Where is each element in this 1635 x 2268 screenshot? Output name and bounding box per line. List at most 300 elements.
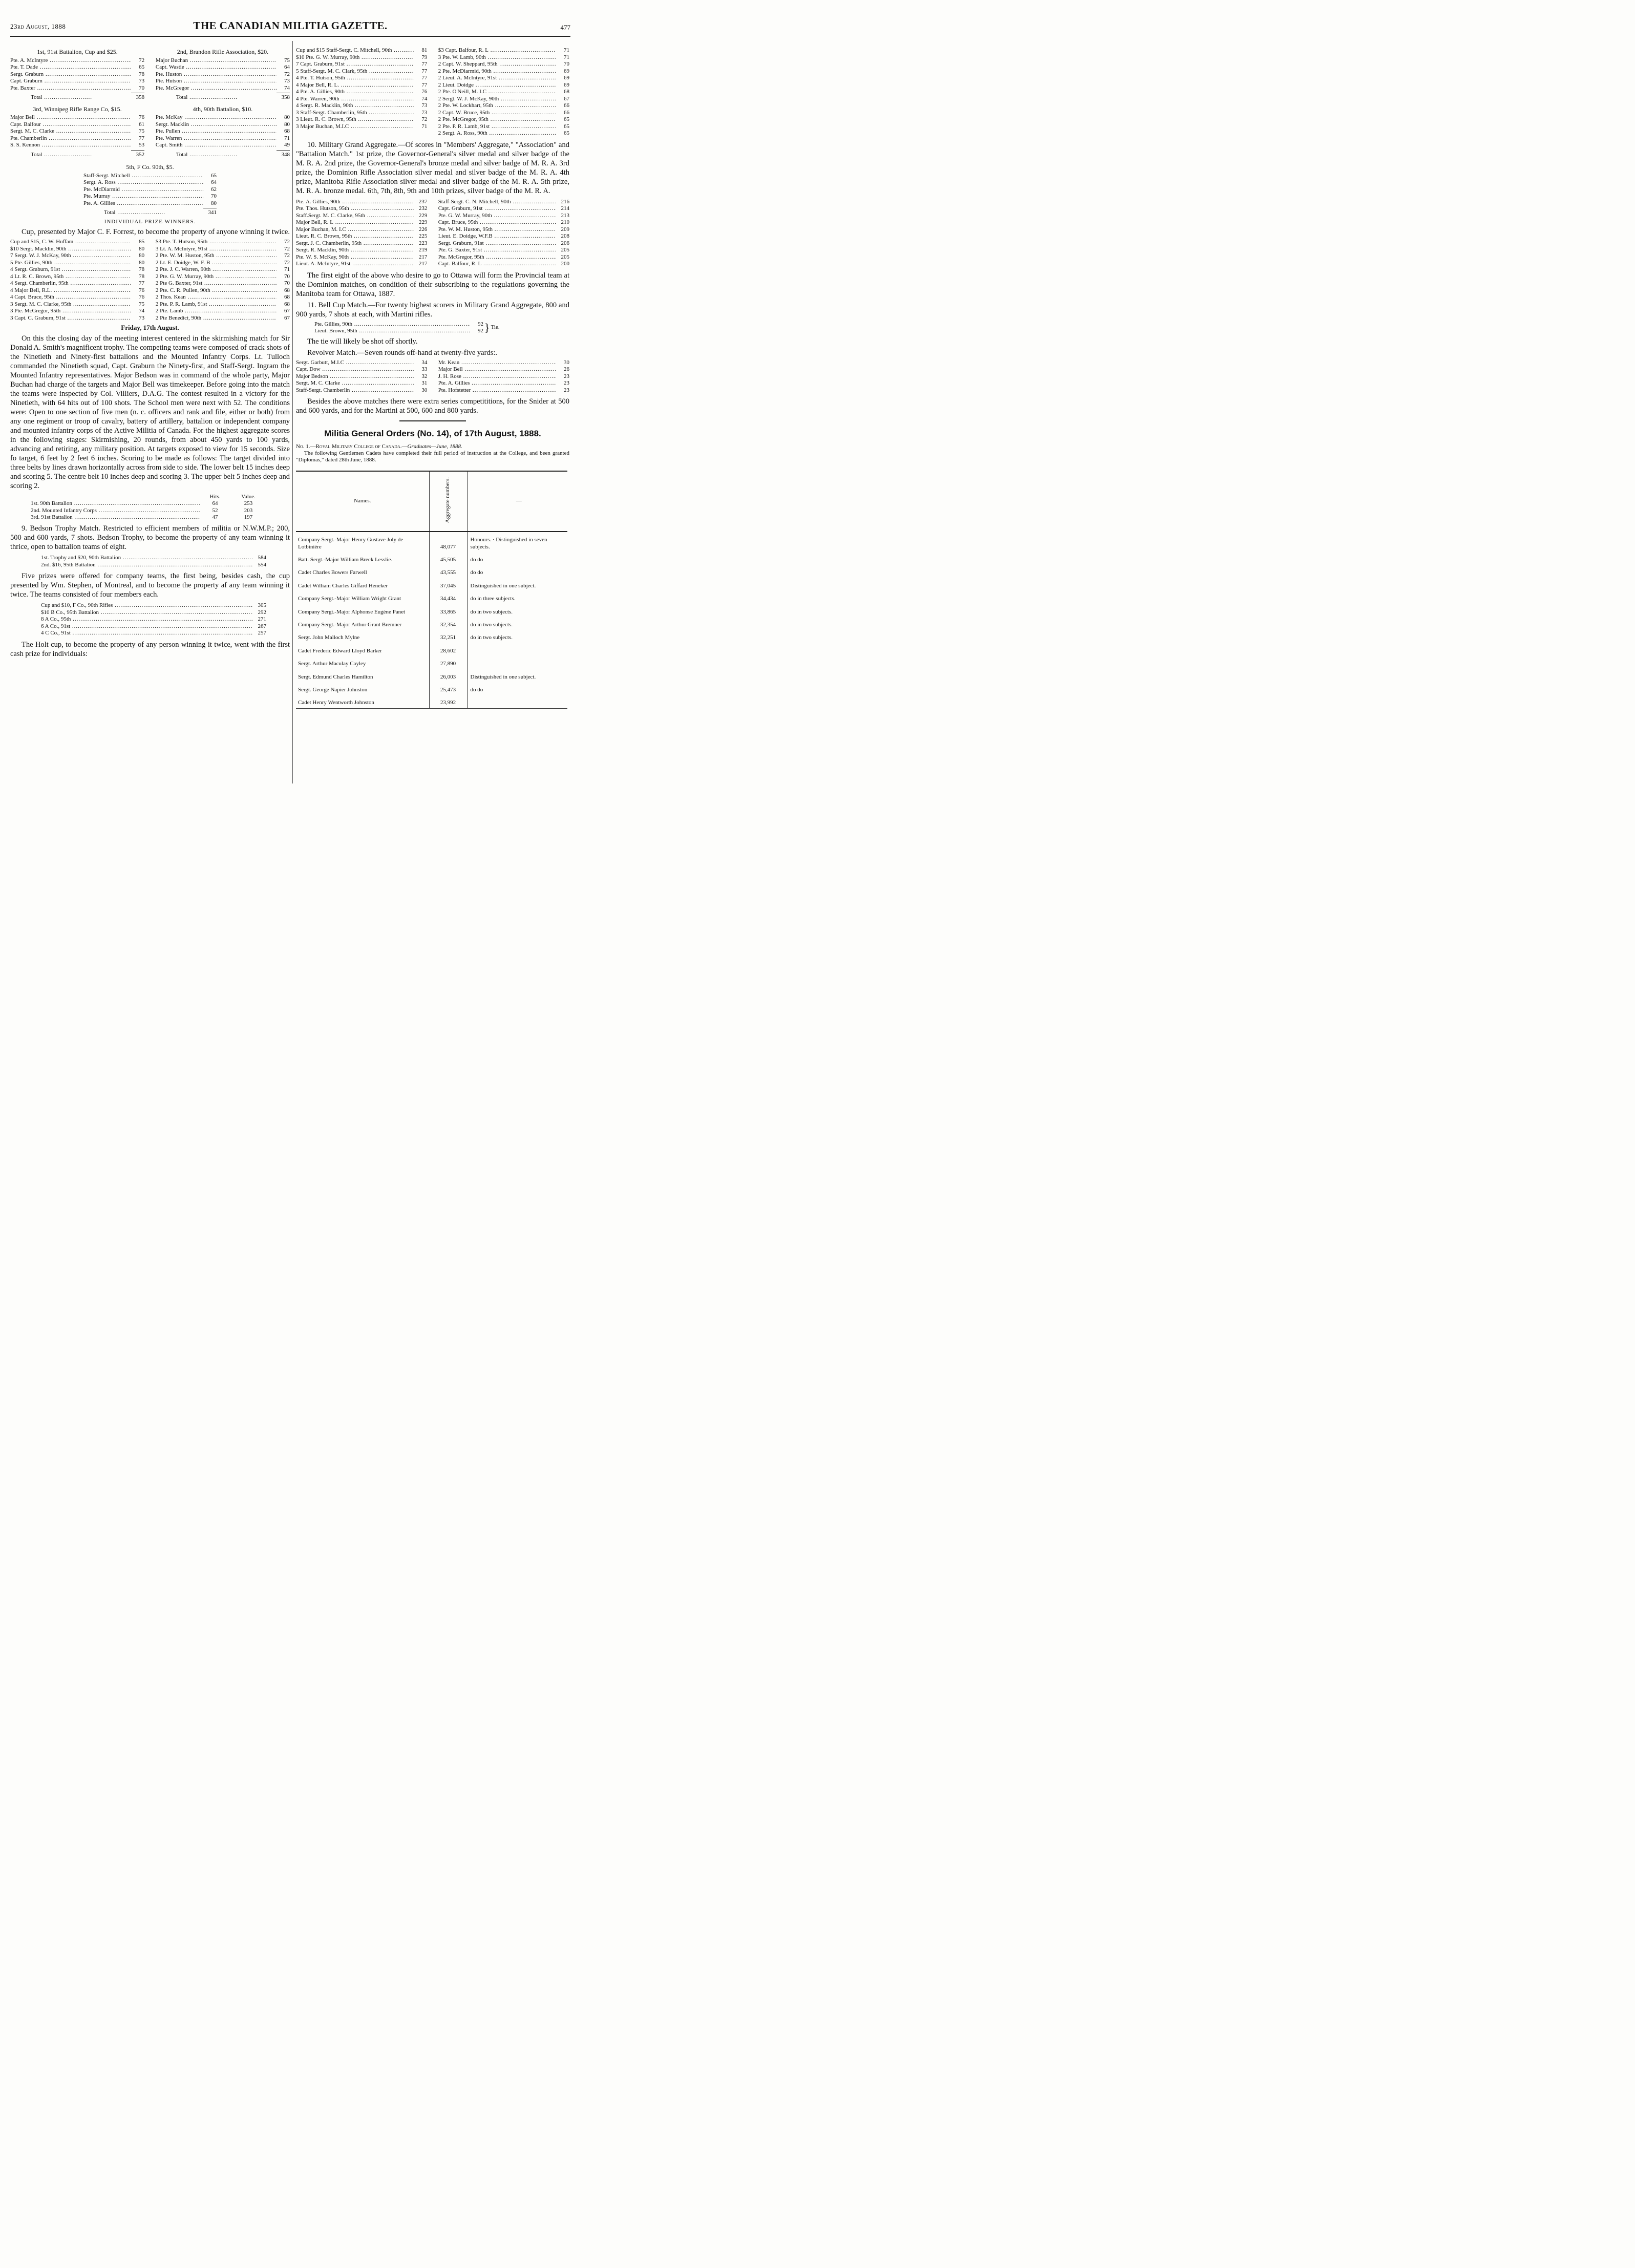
bedson-paragraph: 9. Bedson Trophy Match. Restricted to efficient members of militia or N.W.M.P.; 200, 500 and 600 yards, 7 shots. Bedson Trophy, to become the property of any team winning it thrice, open to battalion teams of eight. (10, 524, 290, 552)
team-block-3 (10, 104, 144, 159)
score-row (10, 71, 144, 78)
entry-score: 72 (139, 57, 145, 63)
entry-name: Pte. Hofstetter ..... (438, 387, 556, 394)
entry-name: Cup and $10, F Co., 90th Rifles ..... (41, 602, 253, 609)
entry-name: 2 Pte G. Baxter, 91st ..... (156, 280, 277, 287)
bell-cup-results (314, 321, 569, 335)
cadet-remarks: do in two subjects. (470, 608, 513, 615)
score-row (438, 110, 569, 117)
entry-name: $3 Capt. Balfour, R. L ..... (438, 47, 556, 54)
entry-name: 4 Major Bell, R. L. ..... (296, 82, 414, 89)
cadet-row (296, 682, 567, 695)
order-no1-line (296, 443, 569, 450)
score-row (296, 123, 427, 131)
order-no1-label: No. 1.—Royal Military College of Canada.— (296, 443, 408, 450)
entry-name: 2 Pte. McGregor, 95th ..... (438, 116, 556, 123)
aggregate-header-text: Aggregate numbers. (444, 477, 451, 523)
score-row (438, 213, 569, 220)
score-row (438, 226, 569, 234)
entry-score: 229 (418, 219, 428, 225)
hits-value: 47 (212, 514, 218, 521)
team-total (156, 94, 290, 101)
entry-score: 30 (564, 359, 569, 366)
cadet-name: Sergt. Arthur Maculay Cayley (296, 656, 429, 669)
entry-score: 74 (284, 84, 290, 91)
score-row (10, 142, 144, 149)
entry-name: Lieut. Brown, 95th ..... (314, 328, 470, 335)
entry-score: 71 (284, 135, 290, 141)
score-row (438, 61, 569, 68)
value-col-header: Value. (241, 493, 256, 500)
cadet-name: Company Sergt.-Major Arthur Grant Bremner (296, 617, 429, 630)
score-row (296, 82, 427, 89)
entry-score: 67 (284, 308, 290, 314)
names-header: Names. (296, 471, 429, 532)
score-row (41, 616, 266, 623)
score-row (296, 54, 427, 61)
tie-label: Tie. (491, 324, 500, 331)
entry-score: 64 (284, 64, 290, 71)
prize-winners (10, 239, 290, 322)
entry-score: 70 (564, 61, 569, 67)
entry-name: Staff-Sergt. Chamberlin ..... (296, 387, 414, 394)
entry-name: 4 Pte. A. Gillies, 90th ..... (296, 89, 414, 96)
entry-score: 68 (284, 287, 290, 293)
cadets-table (296, 471, 567, 709)
entry-score: 200 (561, 261, 569, 267)
score-row (10, 301, 144, 308)
score-row (10, 128, 144, 135)
score-row (296, 219, 427, 226)
team-block-4 (156, 104, 290, 159)
entry-score: 67 (284, 314, 290, 321)
score-row (438, 47, 569, 54)
entry-score: 214 (561, 205, 569, 211)
score-row (314, 328, 483, 335)
entry-score: 271 (258, 616, 266, 623)
entry-score: 71 (564, 47, 569, 53)
score-row (296, 233, 427, 240)
entry-name: 2 Capt. W. Sheppard, 95th ..... (438, 61, 556, 68)
entry-score: 70 (284, 273, 290, 280)
score-row (296, 116, 427, 123)
entry-score: 69 (564, 68, 569, 74)
page-number: 477 (560, 24, 570, 31)
score-value: 197 (244, 514, 253, 521)
entry-score: 80 (211, 200, 217, 206)
total-value: 358 (136, 94, 145, 101)
entry-name: 2 Pte. W. M. Huston, 95th ..... (156, 252, 277, 260)
total-value: 352 (136, 151, 145, 158)
entry-name: Staff-Sergt. Mitchell ..... (83, 173, 203, 180)
aggregate-header (429, 471, 467, 532)
sum-rule (131, 150, 144, 151)
score-row (156, 71, 290, 78)
score-row (10, 315, 144, 322)
score-row (156, 266, 290, 273)
team-total (10, 152, 144, 158)
entry-score: 80 (139, 259, 145, 266)
entry-score: 217 (418, 253, 428, 260)
cadet-remarks (467, 695, 567, 708)
entry-name: 3 Lieut. R. C. Brown, 95th ..... (296, 116, 414, 123)
score-row (156, 142, 290, 149)
score-row (438, 68, 569, 75)
entry-name: Lieut. R. C. Brown, 95th ..... (296, 233, 414, 240)
team-title: 1st, 91st Battalion, Cup and $25. (37, 48, 118, 55)
entry-score: 77 (421, 75, 428, 81)
entry-score: 72 (284, 71, 290, 77)
entry-score: 73 (421, 102, 428, 109)
score-row (296, 96, 427, 103)
score-row (156, 273, 290, 281)
entry-name: Pte. Thos. Hutson, 95th ..... (296, 205, 414, 213)
bell-cup-paragraph: 11. Bell Cup Match.—For twenty highest scorers in Military Grand Aggregate, 800 and 900 yards, 7 shots at each, with Martini rifles. (296, 301, 569, 319)
cadet-aggregate: 32,354 (429, 617, 467, 630)
cadet-aggregate: 34,434 (429, 591, 467, 604)
entry-name: Major Bedson ..... (296, 373, 414, 380)
entry-score: 554 (258, 561, 266, 568)
cadet-name: Cadet Frederic Edward Lloyd Barker (296, 643, 429, 656)
entry-score: 72 (284, 252, 290, 259)
score-row (438, 233, 569, 240)
entry-score: 72 (284, 239, 290, 245)
entry-name: 2 Pte. C. R. Pullen, 90th ..... (156, 287, 277, 294)
entry-name: 4 Pte. T. Hutson, 95th ..... (296, 75, 414, 82)
entry-score: 66 (564, 109, 569, 116)
entry-name: 2 Pte. P. R. Lamb, 91st ..... (438, 123, 556, 131)
sum-rule (277, 150, 290, 151)
hits-table (31, 494, 266, 521)
cadet-row (296, 669, 567, 682)
entry-name: 3 Pte. McGregor, 95th ..... (10, 308, 131, 315)
entry-name: Pte. Huston ..... (156, 71, 277, 78)
entry-score: 74 (421, 95, 428, 102)
score-row (83, 193, 217, 200)
score-row (438, 82, 569, 89)
cadet-row (296, 578, 567, 591)
entry-score: 77 (139, 280, 145, 286)
entry-name: 3 Sergt. M. C. Clarke, 95th ..... (10, 301, 131, 308)
entry-name: Capt. Balfour ..... (10, 121, 131, 129)
entry-score: 68 (564, 89, 569, 95)
entry-score: 75 (284, 57, 290, 63)
company-results (41, 602, 266, 637)
score-value: 203 (244, 507, 253, 514)
entry-score: 65 (564, 123, 569, 130)
score-row (10, 252, 144, 260)
entry-name: $3 Pte. T. Hutson, 95th ..... (156, 239, 277, 246)
total-value: 348 (281, 151, 290, 158)
team-block-2 (156, 47, 290, 101)
score-row (41, 555, 266, 562)
score-row (438, 205, 569, 213)
entry-name: Sergt. A. Ross ..... (83, 179, 203, 186)
entry-score: 71 (421, 123, 428, 130)
revolver-paragraph: Revolver Match.—Seven rounds off-hand at twenty-five yards:. (307, 348, 497, 357)
score-row (438, 359, 569, 367)
entry-name: 2 Pte. J. C. Warren, 90th ..... (156, 266, 277, 273)
entry-name: 4 C Co., 91st ..... (41, 630, 253, 637)
score-row (438, 130, 569, 137)
cadet-aggregate: 28,602 (429, 643, 467, 656)
score-row (296, 61, 427, 68)
entry-name: Pte. W. S. McKay, 90th ..... (296, 254, 414, 261)
aggregate-list-left (296, 199, 427, 268)
entry-score: 209 (561, 226, 569, 232)
entry-score: 229 (418, 212, 428, 219)
entry-name: Pte. G. Baxter, 91st ..... (438, 247, 556, 254)
hits-row (31, 507, 266, 514)
prize-list-right (156, 239, 290, 322)
score-row (156, 114, 290, 121)
entry-score: 34 (421, 359, 428, 366)
holt-cup-paragraph: The Holt cup, to become the property of any person winning it twice, went with the first cash prize for individuals: (10, 640, 290, 658)
cadet-name: Sergt. John Malloch Mylne (296, 630, 429, 643)
entry-score: 53 (139, 142, 145, 149)
entry-name: 4 Lt. R. C. Brown, 95th ..... (10, 273, 131, 281)
entry-score: 76 (421, 89, 428, 95)
score-row (438, 366, 569, 373)
cadet-name: Company Sergt.-Major Alphonse Eugène Panet (296, 604, 429, 617)
aggregate-list-right (438, 199, 569, 268)
entry-score: 232 (418, 205, 428, 211)
team-results-top (10, 47, 290, 101)
score-row (41, 609, 266, 617)
score-row (438, 199, 569, 206)
entry-name: 2 Sergt. A. Ross, 90th ..... (438, 130, 556, 137)
entry-score: 219 (418, 247, 428, 253)
entry-score: 216 (561, 198, 569, 205)
entry-name: S. S. Kennon ..... (10, 142, 131, 149)
entry-name: 7 Sergt. W. J. McKay, 90th ..... (10, 252, 131, 260)
score-row (296, 261, 427, 268)
entry-score: 226 (418, 226, 428, 232)
score-row (438, 54, 569, 61)
cadet-remarks: do do (470, 556, 483, 563)
score-row (83, 186, 217, 194)
entry-name: 2 Pte. G. W. Murray, 90th ..... (156, 273, 277, 281)
score-row (438, 240, 569, 247)
cadet-name: Company Sergt.-Major Henry Gustave Joly de Lotbinière (296, 532, 429, 552)
entry-name: Sergt. R. Macklin, 90th ..... (296, 247, 414, 254)
entry-score: 76 (139, 287, 145, 293)
entry-score: 75 (139, 301, 145, 307)
entry-name: Pte. Warren ..... (156, 135, 277, 142)
entry-score: 23 (564, 373, 569, 379)
hits-value: 64 (212, 500, 218, 507)
score-row (10, 308, 144, 315)
team-results-middle (10, 104, 290, 159)
entry-score: 76 (139, 294, 145, 300)
entry-score: 80 (139, 252, 145, 259)
entry-name: Sergt. M. C. Clarke ..... (296, 380, 414, 387)
revolver-list-right (438, 359, 569, 394)
team-title: 2nd, Brandon Rifle Association, $20. (177, 48, 269, 55)
entry-name: Major Bell ..... (438, 366, 556, 373)
entry-score: 75 (139, 128, 145, 135)
entry-score: 73 (139, 314, 145, 321)
entry-name: Capt. Balfour, R. L ..... (438, 261, 556, 268)
newspaper-page (0, 0, 585, 803)
cup-paragraph: Cup, presented by Major C. F. Forrest, to become the property of anyone winning it twice. (22, 228, 290, 236)
entry-score: 65 (564, 116, 569, 122)
score-row (156, 246, 290, 253)
revolver-list-left (296, 359, 427, 394)
entry-name: Staff-Sergt. C. N. Mitchell, 90th ..... (438, 199, 556, 206)
entry-name: Pte. T. Dade ..... (10, 64, 131, 71)
entry-name: 2 Capt. W. Bruce, 95th ..... (438, 110, 556, 117)
extra-series-paragraph: Besides the above matches there were extra series competititions, for the Snider at 500 and 600 yards, and for the Martini at 500, 600 and 800 yards. (296, 397, 569, 415)
score-row (10, 64, 144, 71)
entry-name: $10 Pte. G. W. Murray, 90th ..... (296, 54, 414, 61)
prize-list-left (10, 239, 144, 322)
score-row (156, 294, 290, 301)
column-divider (292, 41, 293, 783)
entry-name: Pte. McKay ..... (156, 114, 277, 121)
score-row (296, 199, 427, 206)
cadet-row (296, 695, 567, 708)
score-row (438, 219, 569, 226)
team-title: 5th, F Co. 90th, $5. (126, 163, 174, 171)
score-row (438, 380, 569, 387)
cadet-name: Sergt. Edmund Charles Hamilton (296, 669, 429, 682)
right-column (296, 47, 569, 709)
entry-score: 72 (421, 116, 428, 122)
score-row (156, 64, 290, 71)
score-row (10, 57, 144, 65)
entry-score: 70 (211, 193, 217, 200)
team-block-1 (10, 47, 144, 101)
entry-name: Pte. Murray ..... (83, 193, 203, 200)
entry-name: Pte. Hutson ..... (156, 78, 277, 85)
cadet-remarks (467, 656, 567, 669)
cadet-name: Company Sergt.-Major William Wright Grant (296, 591, 429, 604)
cadet-name: Batt. Sergt.-Major William Breck Lesslie. (296, 552, 429, 565)
score-row (296, 89, 427, 96)
entry-score: 74 (139, 308, 145, 314)
entry-score: 80 (284, 114, 290, 121)
score-row (10, 273, 144, 281)
score-row (296, 373, 427, 380)
entry-name: Cup and $15 Staff-Sergt. C. Mitchell, 90th ..... (296, 47, 414, 54)
entry-name: Pte. McGregor, 95th ..... (438, 254, 556, 261)
total-value: 358 (281, 94, 290, 101)
entry-score: 72 (284, 259, 290, 266)
entry-score: 206 (561, 240, 569, 246)
entry-score: 92 (478, 321, 483, 327)
entry-name: 3 Pte. W. Lamb, 90th ..... (438, 54, 556, 61)
cadet-aggregate: 33,865 (429, 604, 467, 617)
score-row (156, 128, 290, 135)
entry-score: 68 (284, 301, 290, 307)
cadet-aggregate: 27,890 (429, 656, 467, 669)
first-eight-paragraph: The first eight of the above who desire to go to Ottawa will form the Provincial team at the Dominion matches, on condition of their subscribing to the regulations governing the Manitoba team for Ottawa, 1887. (296, 271, 569, 298)
entry-score: 65 (139, 64, 145, 71)
entry-score: 71 (284, 266, 290, 272)
section-rule (399, 420, 466, 421)
total-label: Total ..... (176, 152, 238, 158)
grand-aggregate-results (296, 199, 569, 268)
score-row (41, 630, 266, 637)
entry-score: 73 (421, 109, 428, 116)
team-block-5 (83, 163, 217, 217)
entry-name: Staff.Sergt. M. C. Clarke, 95th ..... (296, 213, 414, 220)
score-row (156, 85, 290, 92)
entry-name: Pte. McGregor ..... (156, 85, 277, 92)
score-row (156, 252, 290, 260)
score-list (83, 173, 217, 207)
cadet-remarks: do do (470, 569, 483, 576)
score-row (156, 78, 290, 85)
cadet-aggregate: 32,251 (429, 630, 467, 643)
entry-name: 2 Lieut. Doidge ..... (438, 82, 556, 89)
bell-cup-list (314, 321, 483, 335)
entry-name: Sergt. M. C. Clarke ..... (10, 128, 131, 135)
team-title: 4th, 90th Battalion, $10. (193, 105, 253, 113)
entry-name: Capt. Smith ..... (156, 142, 277, 149)
entry-name: Capt. Wastie ..... (156, 64, 277, 71)
entry-name: Pte. Chamberlin ..... (10, 135, 131, 142)
score-row (10, 239, 144, 246)
cadet-remarks: do in three subjects. (470, 596, 516, 602)
score-row (438, 387, 569, 394)
entry-name: 2 Pte Benedict, 90th ..... (156, 315, 277, 322)
cadets-body (296, 532, 567, 708)
entry-score: 23 (564, 387, 569, 393)
entry-score: 213 (561, 212, 569, 219)
entry-name: 2 Pte. O'Neill, M. I.C ..... (438, 89, 556, 96)
entry-name: Lieut. A. McIntyre, 91st ..... (296, 261, 414, 268)
cadet-row (296, 604, 567, 617)
score-row (156, 280, 290, 287)
issue-date: 23rd August, 1888 (10, 23, 66, 30)
entry-score: 26 (564, 366, 569, 372)
score-row (83, 200, 217, 207)
entry-score: 32 (421, 373, 428, 379)
entry-score: 257 (258, 630, 266, 637)
total-label: Total ..... (31, 152, 92, 158)
score-list (156, 57, 290, 92)
entry-score: 67 (564, 95, 569, 102)
team-total (10, 94, 144, 101)
team-title: 3rd, Winnipeg Rifle Range Co, $15. (33, 105, 122, 113)
entry-score: 77 (139, 135, 145, 141)
score-row (296, 359, 427, 367)
entry-score: 208 (561, 233, 569, 239)
total-value: 341 (208, 209, 217, 216)
entry-score: 223 (418, 240, 428, 246)
score-row (41, 623, 266, 630)
team-total (83, 209, 217, 216)
entry-name: 5 Pte. Gillies, 90th ..... (10, 260, 131, 267)
entry-name: Pte. A. Gillies ..... (83, 200, 203, 207)
entry-name: 2 Pte. W. Lockhart, 95th ..... (438, 102, 556, 110)
entry-name: $10 B Co., 95th Battalion ..... (41, 609, 253, 617)
entry-name: 2 Pte. P. R. Lamb, 91st ..... (156, 301, 277, 308)
entry-score: 92 (478, 328, 483, 334)
score-row (296, 110, 427, 117)
entry-score: 73 (284, 78, 290, 84)
entry-score: 584 (258, 555, 266, 561)
cadet-remarks: Distinguished in one subject. (470, 582, 536, 589)
cadet-remarks: Honours. · Distinguished in seven subjects. (470, 537, 547, 550)
score-row (156, 239, 290, 246)
score-row (10, 266, 144, 273)
score-row (156, 121, 290, 129)
cadet-row (296, 617, 567, 630)
entry-name: Sergt. J. C. Chamberlin, 95th ..... (296, 240, 414, 247)
